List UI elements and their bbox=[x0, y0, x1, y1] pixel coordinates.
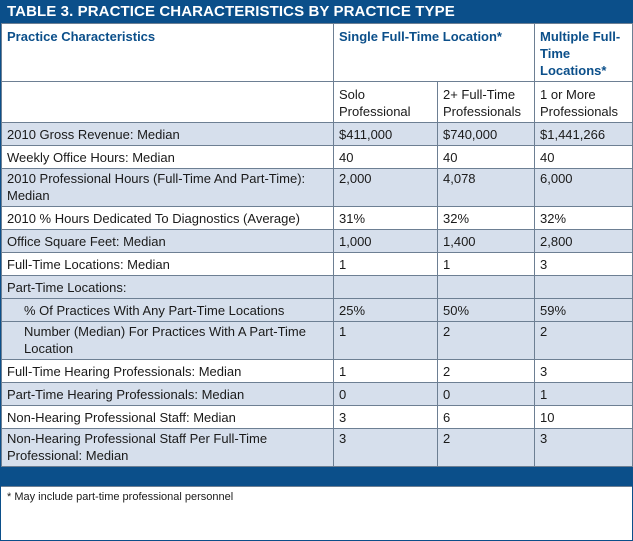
cell-solo bbox=[334, 276, 438, 299]
cell-multi: 3 bbox=[535, 360, 633, 383]
cell-multi: 2,800 bbox=[535, 230, 633, 253]
cell-twoplus: 2 bbox=[438, 322, 535, 360]
table-row bbox=[2, 299, 633, 322]
cell-solo: 3 bbox=[334, 429, 438, 467]
cell-twoplus: 40 bbox=[438, 146, 535, 169]
row-label: Full-Time Locations: Median bbox=[2, 253, 334, 276]
table-row bbox=[2, 146, 633, 169]
cell-solo: $411,000 bbox=[334, 123, 438, 146]
row-label: Non-Hearing Professional Staff: Median bbox=[2, 406, 334, 429]
cell-twoplus: 50% bbox=[438, 299, 535, 322]
table-row bbox=[2, 123, 633, 146]
header-row bbox=[2, 24, 633, 82]
table-row bbox=[2, 406, 633, 429]
cell-solo: 0 bbox=[334, 383, 438, 406]
row-label: 2010 Gross Revenue: Median bbox=[2, 123, 334, 146]
cell-multi: 3 bbox=[535, 253, 633, 276]
table-row bbox=[2, 207, 633, 230]
table-row bbox=[2, 429, 633, 467]
cell-twoplus: 0 bbox=[438, 383, 535, 406]
subheader-solo: Solo Professional bbox=[334, 82, 438, 123]
cell-multi: 59% bbox=[535, 299, 633, 322]
cell-multi bbox=[535, 276, 633, 299]
cell-multi: 1 bbox=[535, 383, 633, 406]
cell-twoplus: 1,400 bbox=[438, 230, 535, 253]
header-practice-characteristics: Practice Characteristics bbox=[2, 24, 334, 82]
row-label: 2010 Professional Hours (Full-Time And Part-Time): Median bbox=[2, 169, 334, 207]
row-label: 2010 % Hours Dedicated To Diagnostics (Average) bbox=[2, 207, 334, 230]
cell-multi: $1,441,266 bbox=[535, 123, 633, 146]
cell-solo: 2,000 bbox=[334, 169, 438, 207]
row-label: Part-Time Hearing Professionals: Median bbox=[2, 383, 334, 406]
header-multiple-locations: Multiple Full-Time Locations* bbox=[535, 24, 633, 82]
header-single-location: Single Full-Time Location* bbox=[334, 24, 535, 82]
row-label: Office Square Feet: Median bbox=[2, 230, 334, 253]
row-label: % Of Practices With Any Part-Time Locations bbox=[2, 299, 334, 322]
cell-twoplus: 2 bbox=[438, 429, 535, 467]
cell-multi: 3 bbox=[535, 429, 633, 467]
cell-twoplus bbox=[438, 276, 535, 299]
table-row bbox=[2, 322, 633, 360]
row-label: Weekly Office Hours: Median bbox=[2, 146, 334, 169]
cell-solo: 1,000 bbox=[334, 230, 438, 253]
subheader-row bbox=[2, 82, 633, 123]
cell-twoplus: 1 bbox=[438, 253, 535, 276]
cell-twoplus: 32% bbox=[438, 207, 535, 230]
table-row bbox=[2, 253, 633, 276]
subheader-onemore: 1 or More Professionals bbox=[535, 82, 633, 123]
cell-solo: 3 bbox=[334, 406, 438, 429]
footer-band bbox=[1, 467, 632, 486]
cell-multi: 10 bbox=[535, 406, 633, 429]
cell-multi: 40 bbox=[535, 146, 633, 169]
cell-solo: 1 bbox=[334, 253, 438, 276]
cell-twoplus: $740,000 bbox=[438, 123, 535, 146]
row-label: Non-Hearing Professional Staff Per Full-Time Professional: Median bbox=[2, 429, 334, 467]
row-label: Part-Time Locations: bbox=[2, 276, 334, 299]
cell-twoplus: 4,078 bbox=[438, 169, 535, 207]
table-row bbox=[2, 276, 633, 299]
footnote: * May include part-time professional personnel bbox=[1, 486, 632, 507]
cell-solo: 31% bbox=[334, 207, 438, 230]
cell-solo: 25% bbox=[334, 299, 438, 322]
table-title: TABLE 3. PRACTICE CHARACTERISTICS BY PRACTICE TYPE bbox=[1, 1, 632, 23]
row-label: Number (Median) For Practices With A Part-Time Location bbox=[2, 322, 334, 360]
cell-solo: 1 bbox=[334, 360, 438, 383]
practice-characteristics-table bbox=[1, 23, 633, 467]
table-row bbox=[2, 230, 633, 253]
subheader-twoplus: 2+ Full-Time Professionals bbox=[438, 82, 535, 123]
cell-multi: 32% bbox=[535, 207, 633, 230]
row-label: Full-Time Hearing Professionals: Median bbox=[2, 360, 334, 383]
cell-twoplus: 2 bbox=[438, 360, 535, 383]
cell-solo: 40 bbox=[334, 146, 438, 169]
table-row bbox=[2, 360, 633, 383]
cell-solo: 1 bbox=[334, 322, 438, 360]
cell-multi: 2 bbox=[535, 322, 633, 360]
cell-multi: 6,000 bbox=[535, 169, 633, 207]
table-row bbox=[2, 169, 633, 207]
cell-twoplus: 6 bbox=[438, 406, 535, 429]
subheader-empty bbox=[2, 82, 334, 123]
table-row bbox=[2, 383, 633, 406]
